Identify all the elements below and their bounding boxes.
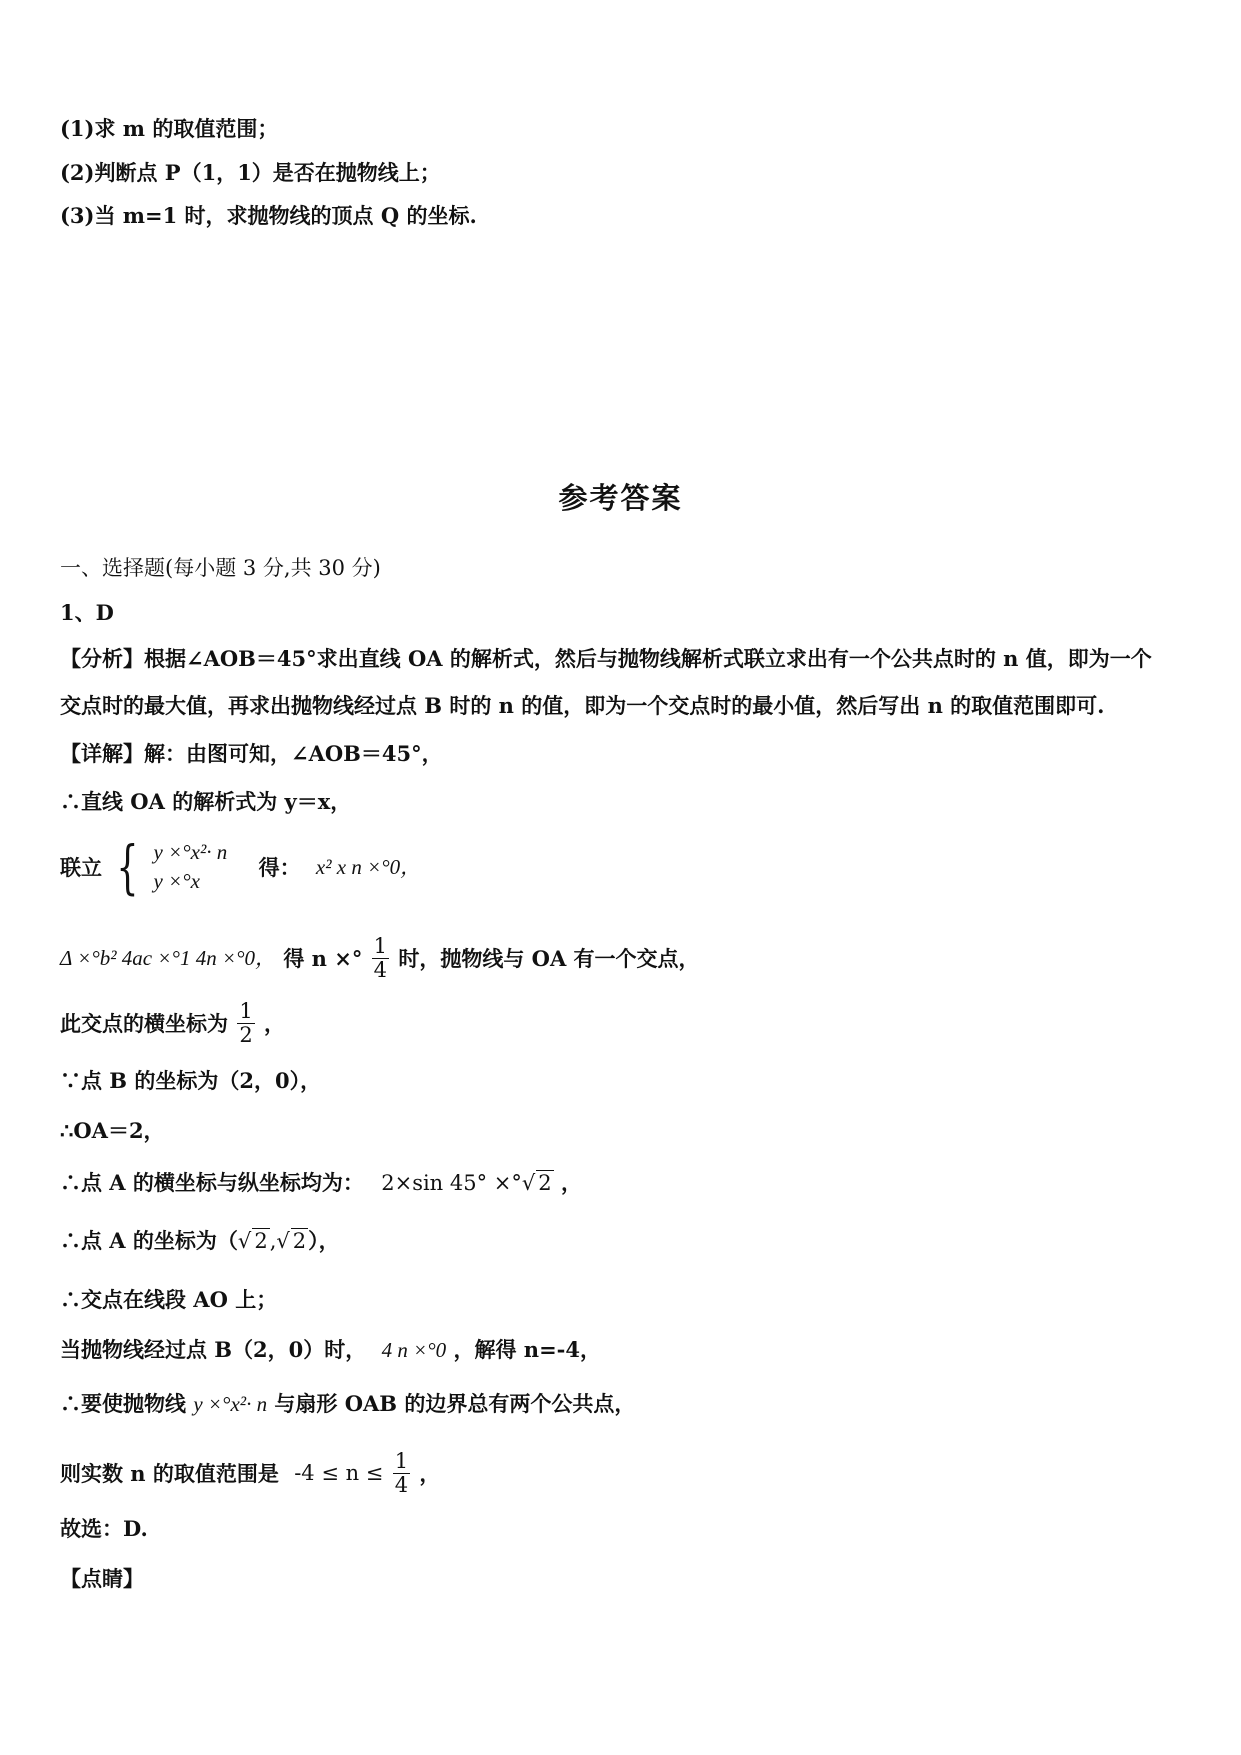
system-equation-line [60,833,422,902]
make-expression: y ×°x²· n [193,1392,268,1416]
point-a-coordinate-line [60,1170,582,1196]
section-heading: 一、选择题(每小题 3 分,共 30 分) [60,556,381,580]
sqrt-sign: √ [521,1171,536,1195]
point-b-line: ∵点 B 的坐标为（2，0）， [60,1068,322,1093]
delta-get: 得 n ×° [283,946,363,971]
point-a-label: ∴点 A 的坐标为（ [60,1228,238,1253]
delta-expression: Δ ×°b² 4ac ×°1 4n ×°0， [60,946,277,970]
through-b-label: 当抛物线经过点 B（2，0）时， [60,1337,367,1362]
question-1: (1)求 m 的取值范围； [60,116,279,141]
abscissa-tail: ， [264,1011,285,1036]
detail-line-1: 【详解】解：由图可知，∠AOB＝45°， [60,741,443,766]
point-a-tail: ， [560,1170,582,1195]
question-2: (2)判断点 P（1，1）是否在抛物线上； [60,160,441,185]
answer-item-1: 1、D [60,600,114,625]
range-line [60,1450,440,1497]
point-a-line [60,1228,340,1254]
get-expression: x² x n ×°0， [315,854,422,879]
sqrt-radicand: 2 [254,1229,268,1253]
fraction-numerator: 1 [239,999,253,1023]
analysis-line-2: 交点时的最大值，再求出抛物线经过点 B 时的 n 的值，即为一个交点时的最小值，然后写出 n 的取值范围即可. [60,693,1105,718]
fraction-one-quarter [372,935,389,982]
make-line [60,1391,635,1417]
answer-title: 参考答案 [558,481,683,515]
system-label: 联立 [60,854,102,880]
fraction-numerator: 1 [373,934,388,958]
sqrt-sign: √ [276,1229,290,1253]
point-a-expression: 2×sin 45° ×° [381,1171,522,1195]
point-a-end: ）， [308,1228,340,1253]
fraction-one-half [237,1000,254,1047]
point-a-coord-label: ∴点 A 的横坐标与纵坐标均为： [60,1170,364,1195]
fraction-denominator: 4 [373,958,388,983]
oa-line: ∴OA＝2， [60,1118,165,1143]
coordinate-comma: , [269,1229,277,1253]
question-3: (3)当 m=1 时，求抛物线的顶点 Q 的坐标. [60,203,477,228]
fraction-numerator: 1 [394,1449,409,1473]
range-label: 则实数 n 的取值范围是 [60,1461,279,1486]
on-segment-line: ∴交点在线段 AO 上； [60,1287,278,1312]
left-brace: { [116,833,139,902]
fraction-denominator: 2 [239,1023,253,1048]
through-b-line [60,1337,601,1363]
sqrt-radicand: 2 [538,1171,552,1195]
range-expression: -4 ≤ n ≤ [294,1461,384,1485]
choose-line: 故选：D. [60,1516,148,1541]
make-tail: 与扇形 OAB 的边界总有两个公共点， [274,1391,636,1416]
through-b-expression: 4 n ×°0 [381,1338,447,1362]
sqrt-radicand: 2 [292,1229,307,1253]
delta-tail: 时，抛物线与 OA 有一个交点， [398,946,700,971]
make-label: ∴要使抛物线 [60,1391,186,1416]
abscissa-line [60,1000,285,1047]
fraction-range-quarter [393,1450,410,1497]
equation-2: y ×°x [153,869,200,894]
get-label: 得： [258,854,301,880]
equation-1: y ×°x²· n [153,840,228,864]
analysis-line-1: 【分析】根据∠AOB＝45°求出直线 OA 的解析式，然后与抛物线解析式联立求出有一个公共点时的 n 值，即为一个 [60,646,1152,671]
detail-line-2: ∴直线 OA 的解析式为 y＝x， [60,789,352,814]
sqrt-sign: √ [237,1229,252,1253]
fraction-denominator: 4 [394,1473,409,1498]
equation-system [154,838,228,897]
abscissa-label: 此交点的横坐标为 [60,1011,228,1036]
through-b-tail: ，解得 n=-4， [453,1337,602,1362]
range-tail: ， [419,1461,441,1486]
comment-line: 【点睛】 [60,1566,144,1591]
delta-line [60,935,700,982]
